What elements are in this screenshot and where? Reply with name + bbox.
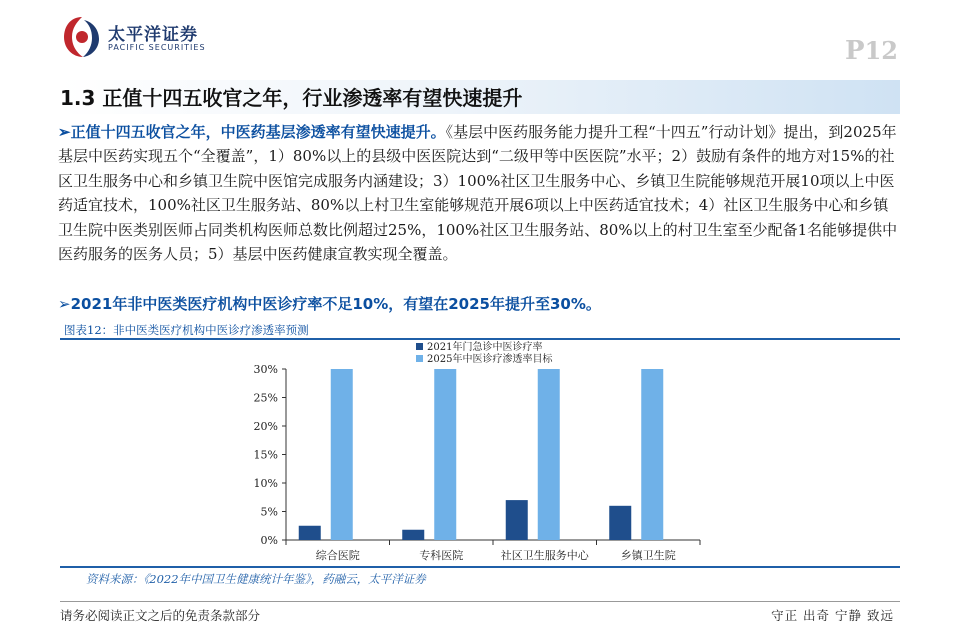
bar-2021 [299,526,321,540]
footer-disclaimer: 请务必阅读正文之后的免责条款部分 [60,608,261,623]
page-number-prefix: P [845,36,865,66]
y-tick-label: 25% [253,391,278,405]
figure-bottom-rule [60,566,900,568]
bar-2021 [506,500,528,540]
legend-swatch [416,343,423,350]
y-tick-label: 5% [260,505,278,519]
bullet-paragraph-1 [58,120,903,266]
bullet-paragraph-2 [58,292,903,316]
bar-chart [60,339,900,565]
bar-2021 [609,506,631,540]
footer-rule [60,601,900,602]
y-tick-label: 30% [253,363,278,376]
pacific-securities-logo-icon [62,14,102,60]
bullet-arrow-icon: ➢ [58,123,71,141]
x-category-label: 综合医院 [315,549,360,562]
logo-text-en: PACIFIC SECURITIES [108,43,206,52]
y-tick-label: 15% [253,448,278,462]
figure-source: 资料来源：《2022年中国卫生健康统计年鉴》，药融云，太平洋证券 [86,572,426,586]
bar-2025-target [641,369,663,540]
figure-title: 图表12：非中医类医疗机构中医诊疗渗透率预测 [64,323,309,337]
bullet-arrow-icon: ➢ [58,295,71,313]
bar-2021 [402,530,424,540]
bullet-2-text: 2021年非中医类医疗机构中医诊疗率不足10%，有望在2025年提升至30%。 [70,295,601,313]
bar-2025-target [434,369,456,540]
bullet-lead-text: 正值十四五收官之年，中医药基层渗透率有望快速提升。 [70,123,446,141]
logo-text-cn: 太平洋证券 [108,25,198,45]
x-category-label: 社区卫生服务中心 [500,549,589,562]
page-number-value: 12 [864,36,898,65]
bar-2025-target [538,369,560,540]
y-tick-label: 0% [260,534,278,547]
page-number [845,36,898,66]
bar-2025-target [331,369,353,540]
company-logo [62,14,206,60]
bullet-body-text: 《基层中医药服务能力提升工程“十四五”行动计划》提出，到2025年基层中医药实现五个“全覆盖”，1）80%以上的县级中医医院达到“二级甲等中医医院”水平；2）鼓励有条件的地方对15%的社区卫生服务中心和乡镇卫生院中医馆完成服务内涵建设；3）100%社区卫生服务中心、乡镇卫生院能够规范开展10项以上中医药适宜技术，100%社区卫生服务站、80%以上村卫生室能够规范开展6项以上中医药适宜技术；4）社区卫生服务中心和乡镇卫生院中医类别医师占同类机构医师总数比例超过25%，100%社区卫生服务站、80%以上的村卫生室至少配备1名能够提供中医药服务的医务人员；5）基层中医药健康宣教实现全覆盖。 [58,123,898,264]
legend-label: 2025年中医诊疗渗透率目标 [427,354,553,365]
legend-swatch [416,355,423,362]
x-category-label: 专科医院 [419,549,464,562]
y-tick-label: 10% [253,477,278,490]
x-category-label: 乡镇卫生院 [620,549,676,562]
footer-motto: 守正 出奇 宁静 致远 [771,608,894,623]
legend-label: 2021年门急诊中医诊疗率 [427,342,543,353]
y-tick-label: 20% [253,420,278,433]
section-title: 1.3 正值十四五收官之年，行业渗透率有望快速提升 [60,86,523,110]
